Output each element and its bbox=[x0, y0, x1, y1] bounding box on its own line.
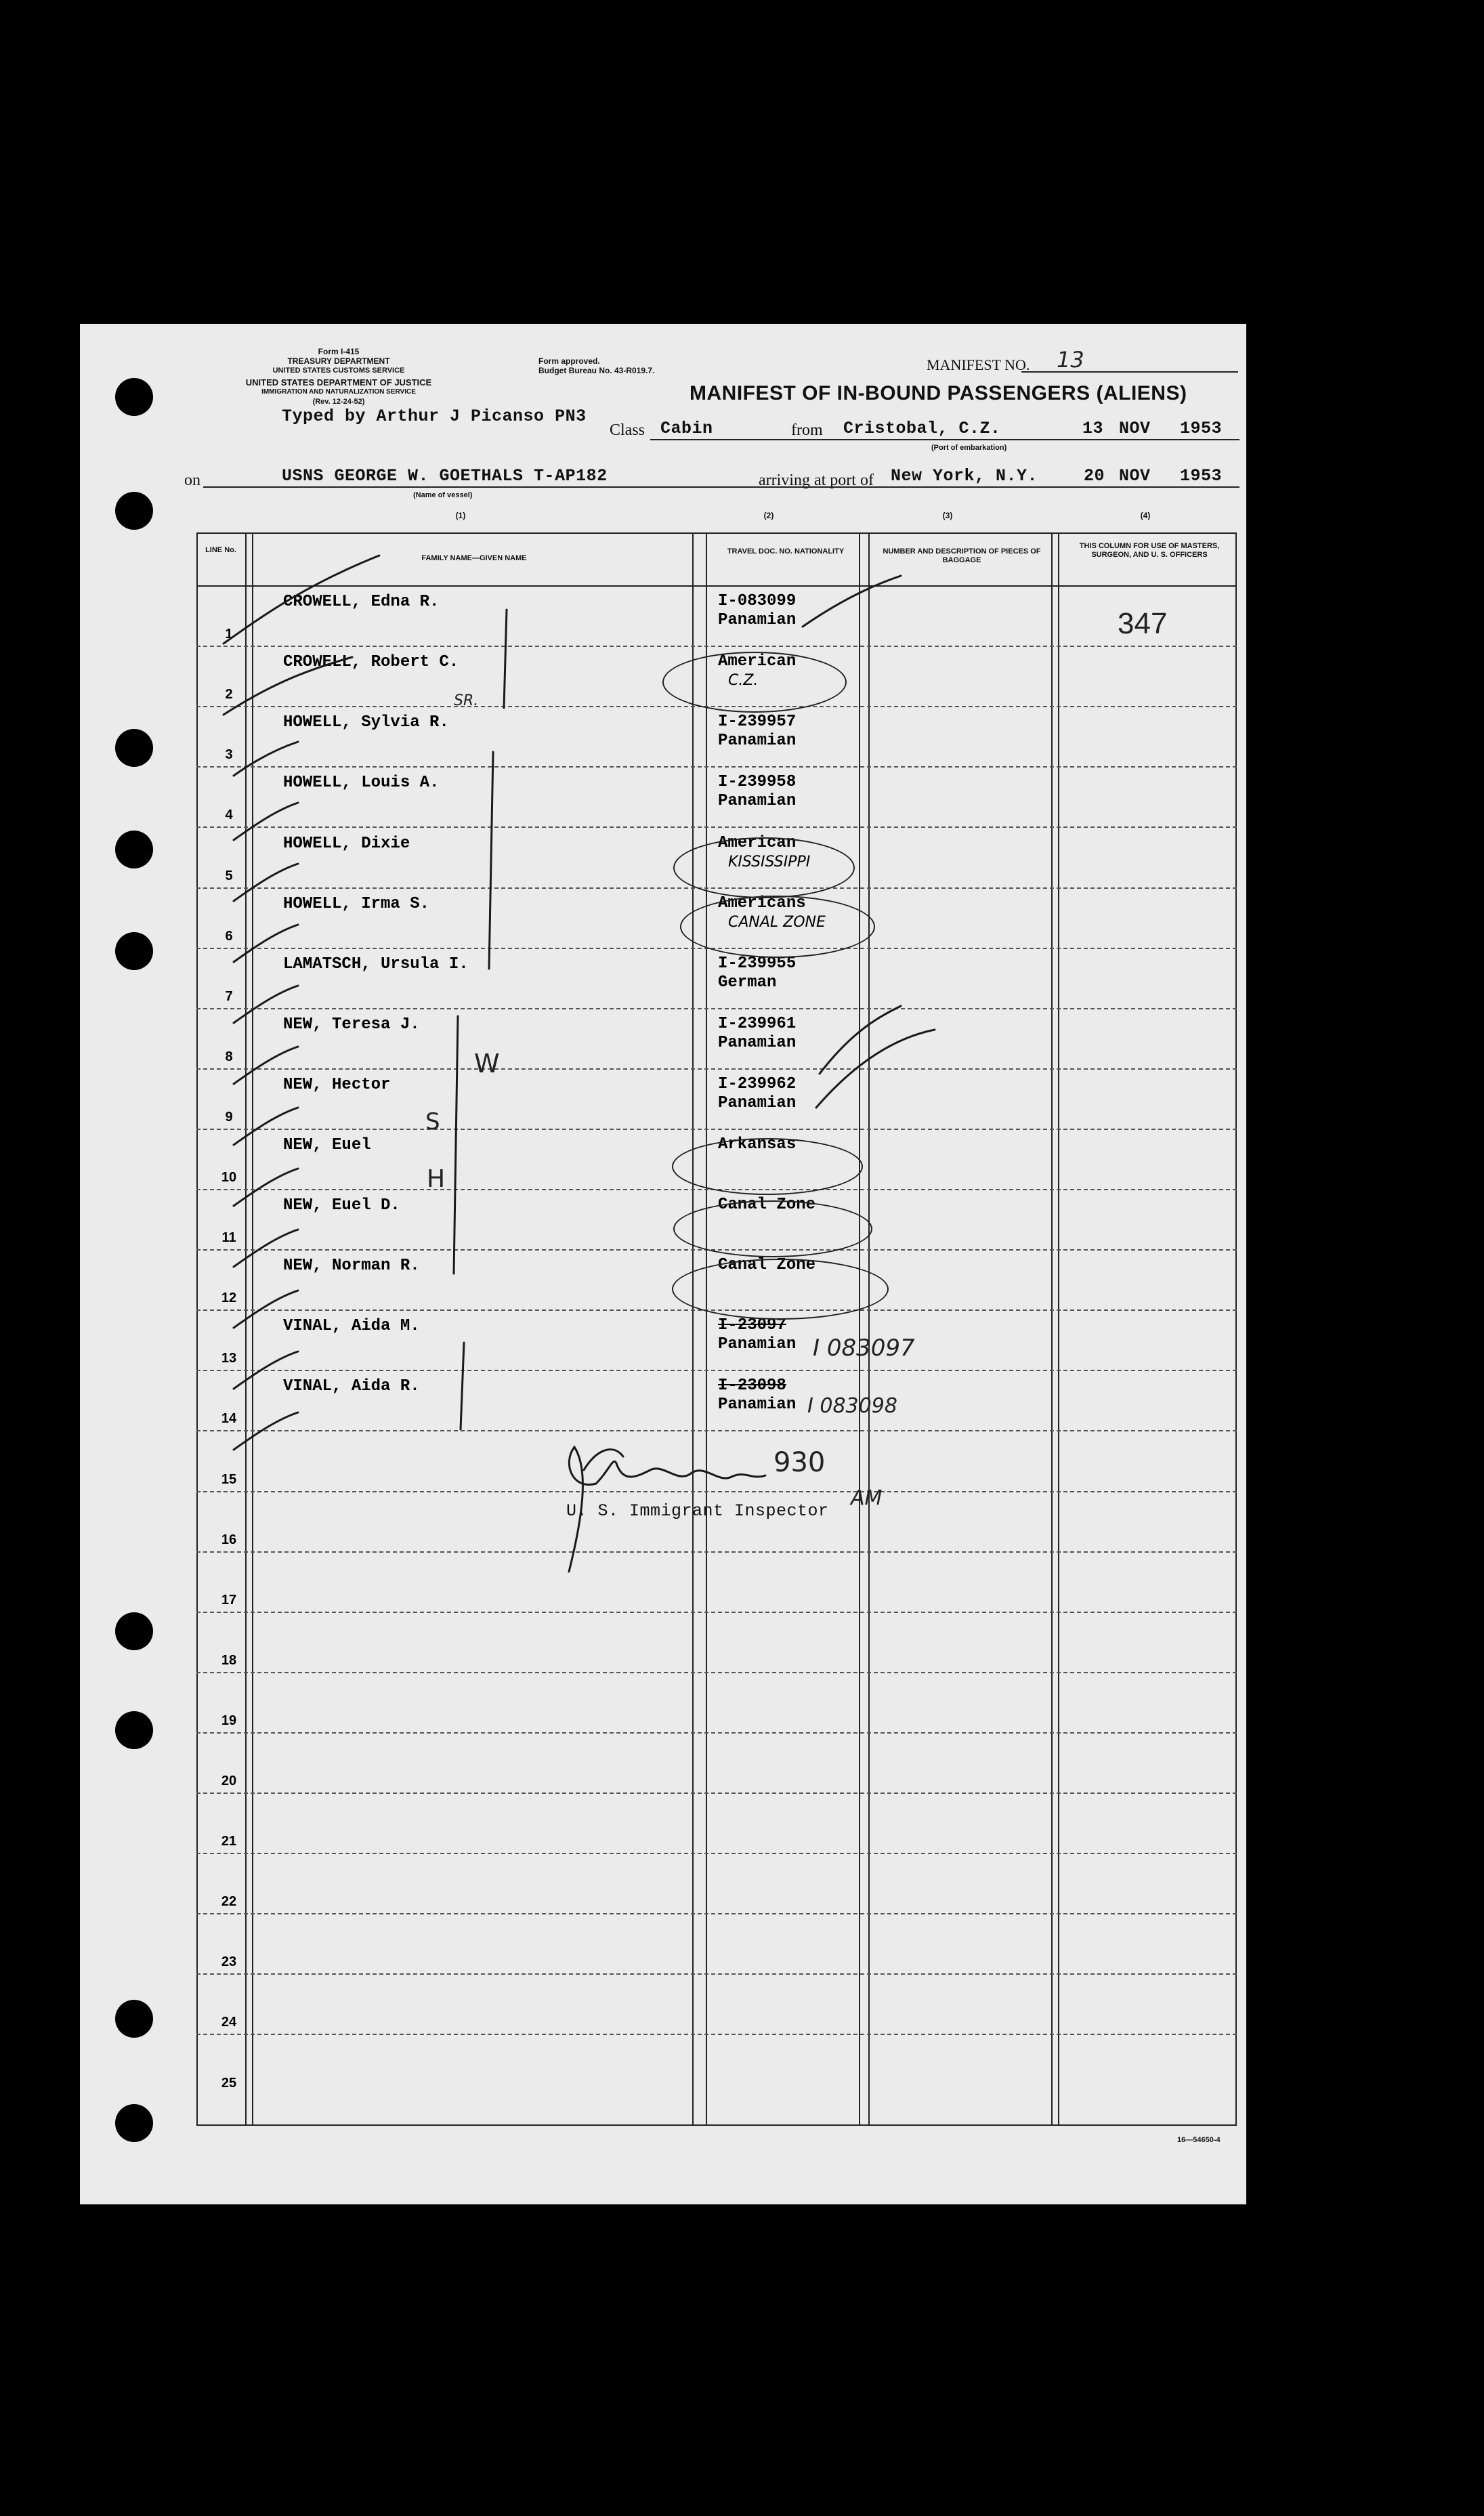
passenger-name: NEW, Norman R. bbox=[283, 1257, 420, 1276]
passenger-name: CROWELL, Robert C. bbox=[283, 653, 459, 672]
line-number: 4 bbox=[225, 808, 233, 823]
passenger-name: NEW, Teresa J. bbox=[283, 1015, 420, 1034]
arrival-port: New York, N.Y. bbox=[891, 466, 1038, 486]
check-mark bbox=[234, 1412, 298, 1450]
col-header-line-no: LINE No. bbox=[205, 546, 236, 554]
passenger-name: LAMATSCH, Ursula I. bbox=[283, 955, 469, 973]
department-of-justice: UNITED STATES DEPARTMENT OF JUSTICE bbox=[245, 377, 432, 387]
travel-doc: I-239955 bbox=[718, 954, 797, 973]
nationality: KISSISSIPPI bbox=[728, 853, 811, 871]
col-num-3: (3) bbox=[942, 511, 953, 520]
s-note: S bbox=[425, 1108, 440, 1135]
family-bracket bbox=[454, 1016, 458, 1274]
check-mark bbox=[234, 803, 298, 840]
arrival-year: 1953 bbox=[1180, 466, 1223, 486]
arrival-month: NOV bbox=[1119, 466, 1151, 486]
vessel-note: (Name of vessel) bbox=[413, 491, 473, 499]
check-mark bbox=[234, 1291, 298, 1328]
nationality: Panamian bbox=[718, 1335, 797, 1354]
family-bracket bbox=[461, 1343, 464, 1429]
h-note: H bbox=[427, 1165, 446, 1193]
vessel-name: USNS GEORGE W. GOETHALS T-AP182 bbox=[282, 466, 608, 486]
travel-doc: Americans bbox=[718, 894, 806, 913]
departure-year: 1953 bbox=[1180, 419, 1223, 438]
line-number: 25 bbox=[221, 2075, 237, 2091]
passenger-name: HOWELL, Louis A. bbox=[283, 774, 440, 793]
passenger-name: HOWELL, Sylvia R. bbox=[283, 713, 449, 732]
passenger-name: NEW, Hector bbox=[283, 1075, 391, 1094]
inspection-ampm: AM bbox=[851, 1486, 883, 1510]
correction-13: I 083097 bbox=[813, 1335, 915, 1362]
circle-annotation bbox=[672, 1138, 863, 1195]
circle-annotation bbox=[673, 837, 855, 898]
class-value: Cabin bbox=[660, 419, 713, 438]
line-number: 10 bbox=[221, 1170, 237, 1185]
line-number: 2 bbox=[225, 687, 233, 703]
check-mark bbox=[234, 1047, 298, 1084]
col-num-1: (1) bbox=[455, 511, 466, 520]
revision-date: (Rev. 12-24-52) bbox=[312, 398, 365, 406]
travel-doc: I-239962 bbox=[718, 1074, 797, 1093]
nationality: Panamian bbox=[718, 611, 797, 630]
col-num-4: (4) bbox=[1140, 511, 1151, 520]
family-bracket bbox=[504, 610, 507, 708]
line-number: 12 bbox=[221, 1291, 237, 1306]
line-number: 1 bbox=[225, 627, 233, 642]
travel-doc: I-239957 bbox=[718, 713, 797, 732]
check-mark bbox=[234, 1230, 298, 1267]
sr-note: SR. bbox=[454, 692, 479, 709]
on-label: on bbox=[184, 471, 200, 489]
passenger-name: VINAL, Aida R. bbox=[283, 1377, 420, 1396]
line-number: 17 bbox=[221, 1592, 237, 1608]
line-number: 24 bbox=[221, 2015, 237, 2030]
travel-doc: I-239961 bbox=[718, 1014, 797, 1033]
footer-code: 16—54650-4 bbox=[1177, 2136, 1221, 2144]
line-number: 9 bbox=[225, 1109, 233, 1125]
manifest-title: MANIFEST OF IN-BOUND PASSENGERS (ALIENS) bbox=[690, 382, 1187, 404]
line-number: 19 bbox=[221, 1713, 237, 1728]
nationality: Panamian bbox=[718, 732, 797, 751]
form-number: Form I-415 bbox=[318, 347, 360, 356]
manifest-number: 13 bbox=[1057, 347, 1084, 373]
travel-doc: Arkansas bbox=[718, 1135, 797, 1154]
col-header-officers: THIS COLUMN FOR USE OF MASTERS, SURGEON, AND U. S. OFFICERS bbox=[1079, 542, 1220, 559]
form-approved: Form approved. bbox=[538, 356, 600, 366]
line-number: 3 bbox=[225, 747, 233, 763]
typed-by: Typed by Arthur J Picanso PN3 bbox=[282, 406, 587, 426]
embarkation-port: Cristobal, C.Z. bbox=[843, 419, 1001, 438]
line-number: 20 bbox=[221, 1774, 237, 1788]
inspector-title: U. S. Immigrant Inspector bbox=[566, 1501, 829, 1521]
nationality: Panamian bbox=[718, 1093, 797, 1112]
passenger-name: NEW, Euel bbox=[283, 1136, 371, 1154]
col-num-2: (2) bbox=[763, 511, 774, 520]
check-mark bbox=[224, 657, 352, 715]
arrival-day: 20 bbox=[1084, 466, 1105, 486]
line-number: 13 bbox=[221, 1351, 237, 1366]
check-mark bbox=[234, 864, 298, 901]
line-number: 6 bbox=[225, 928, 233, 944]
passenger-name: CROWELL, Edna R. bbox=[283, 593, 440, 612]
treasury-department: TREASURY DEPARTMENT bbox=[287, 356, 390, 366]
manifest-no-label: MANIFEST NO. bbox=[927, 356, 1030, 373]
line-number: 8 bbox=[225, 1049, 233, 1064]
line-number: 21 bbox=[221, 1834, 237, 1849]
passenger-name: HOWELL, Dixie bbox=[283, 834, 410, 853]
travel-doc: American bbox=[718, 652, 797, 671]
check-mark bbox=[234, 1169, 298, 1206]
travel-doc: I-083099 bbox=[718, 592, 797, 611]
arriving-label: arriving at port of bbox=[759, 471, 874, 489]
passenger-name: HOWELL, Irma S. bbox=[283, 894, 430, 913]
nationality: Panamian bbox=[718, 1396, 797, 1414]
check-mark bbox=[224, 555, 379, 644]
customs-service: UNITED STATES CUSTOMS SERVICE bbox=[272, 366, 405, 375]
inspection-time: 930 bbox=[773, 1447, 826, 1478]
circle-annotation bbox=[673, 1200, 872, 1257]
nationality: CANAL ZONE bbox=[728, 913, 826, 931]
class-label: Class bbox=[610, 421, 645, 439]
travel-doc: Canal Zone bbox=[718, 1196, 816, 1215]
travel-doc: I-239958 bbox=[718, 773, 797, 792]
check-mark bbox=[234, 925, 298, 962]
col-header-baggage: NUMBER AND DESCRIPTION OF PIECES OF BAGGAGE bbox=[883, 547, 1041, 564]
travel-doc: I-23097 bbox=[718, 1316, 786, 1335]
line-number: 22 bbox=[221, 1894, 237, 1910]
line-number: 23 bbox=[221, 1954, 237, 1970]
travel-doc: I-23098 bbox=[718, 1377, 786, 1396]
budget-bureau: Budget Bureau No. 43-R019.7. bbox=[538, 366, 655, 375]
passenger-name: NEW, Euel D. bbox=[283, 1196, 400, 1215]
inspector-signature bbox=[569, 1447, 765, 1572]
circle-annotation bbox=[672, 1259, 889, 1320]
travel-doc: American bbox=[718, 833, 797, 852]
line-number: 11 bbox=[221, 1230, 236, 1246]
check-mark bbox=[234, 1108, 298, 1145]
check-mark bbox=[234, 742, 298, 776]
line-number: 16 bbox=[221, 1532, 237, 1547]
officer-number: 347 bbox=[1118, 607, 1168, 640]
check-mark bbox=[234, 1351, 298, 1389]
check-mark bbox=[234, 986, 298, 1023]
circle-annotation bbox=[662, 652, 847, 713]
nationality: German bbox=[718, 973, 777, 992]
correction-14: I 083098 bbox=[807, 1394, 897, 1418]
circle-annotation bbox=[680, 896, 875, 958]
line-number: 7 bbox=[225, 988, 233, 1004]
col-header-name: FAMILY NAME—GIVEN NAME bbox=[421, 554, 527, 562]
from-label: from bbox=[791, 421, 823, 439]
nationality: Panamian bbox=[718, 792, 797, 811]
nationality: Panamian bbox=[718, 1033, 797, 1052]
family-bracket bbox=[489, 752, 493, 969]
line-number: 5 bbox=[225, 868, 233, 883]
immigration-service: IMMIGRATION AND NATURALIZATION SERVICE bbox=[261, 388, 416, 396]
passenger-name: VINAL, Aida M. bbox=[283, 1317, 420, 1336]
port-embarkation-note: (Port of embarkation) bbox=[931, 444, 1007, 452]
departure-month: NOV bbox=[1119, 419, 1151, 438]
col-header-doc: TRAVEL DOC. NO. NATIONALITY bbox=[727, 547, 845, 555]
doc-strike bbox=[820, 1006, 901, 1074]
line-number: 14 bbox=[221, 1411, 237, 1427]
w-note: W bbox=[474, 1049, 500, 1078]
doc-strike bbox=[803, 576, 901, 627]
doc-strike bbox=[816, 1030, 935, 1108]
departure-day: 13 bbox=[1082, 419, 1104, 438]
travel-doc: Canal Zone bbox=[718, 1256, 816, 1275]
nationality: C.Z. bbox=[728, 672, 759, 690]
line-number: 15 bbox=[221, 1471, 237, 1487]
line-number: 18 bbox=[221, 1652, 237, 1668]
